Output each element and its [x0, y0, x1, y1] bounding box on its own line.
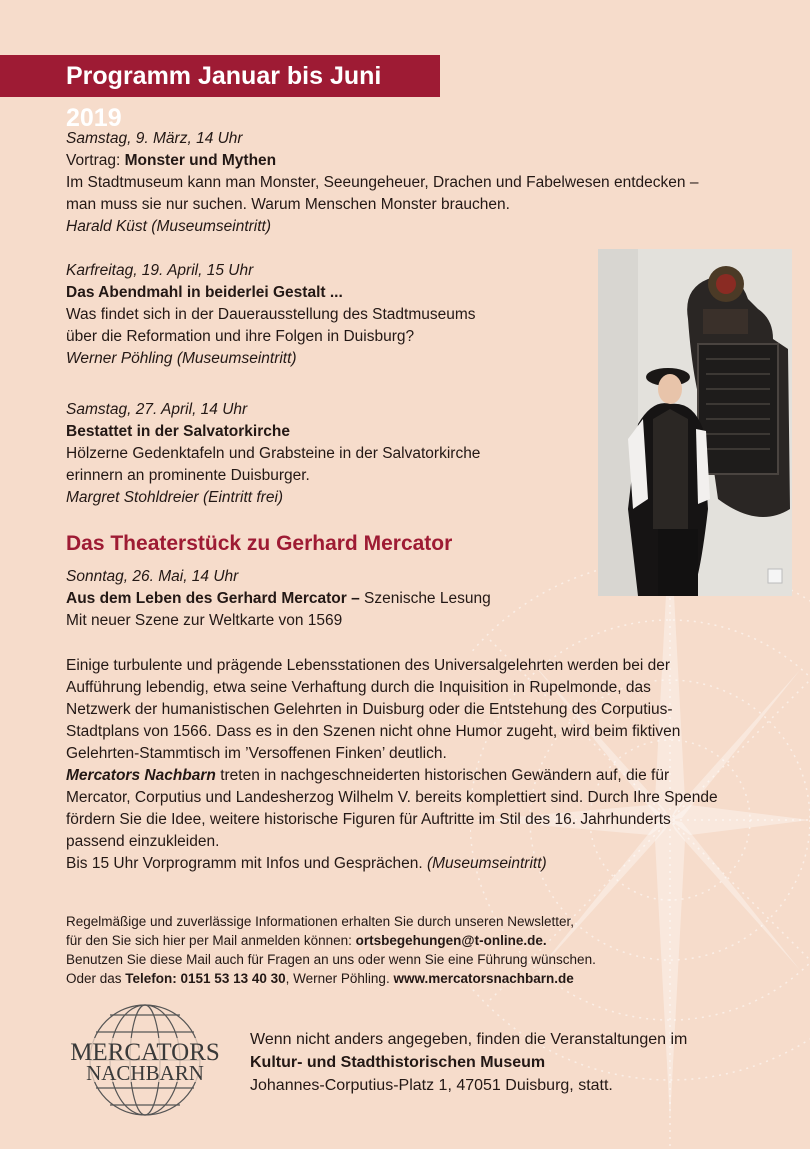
info-line: Benutzen Sie diese Mail auch für Fragen an uns oder wenn Sie eine Führung wünschen. — [66, 952, 596, 967]
info-text: Oder das — [66, 971, 126, 986]
paragraph-line: Aufführung lebendig, etwa seine Verhaftung durch die Inquisition in Rupelmonde, das — [66, 679, 651, 696]
info-line — [66, 931, 596, 950]
event-date: Samstag, 9. März, 14 Uhr — [66, 130, 243, 147]
paragraph-line: Einige turbulente und prägende Lebensstationen des Universalgelehrten werden bei der — [66, 657, 671, 674]
event-description: man muss sie nur suchen. Warum Menschen Monster brauchen. — [66, 196, 510, 213]
info-text: für den Sie sich hier per Mail anmelden können: — [66, 933, 356, 948]
email-link[interactable]: ortsbegehungen@t-online.de. — [355, 933, 547, 948]
event-date: Samstag, 27. April, 14 Uhr — [66, 401, 248, 418]
vorprogramm-text: Bis 15 Uhr Vorprogramm mit Infos und Gesprächen. — [66, 855, 427, 872]
theater-event — [66, 566, 491, 632]
event-title-line — [66, 588, 491, 610]
event-description: Hölzerne Gedenktafeln und Grabsteine in der Salvatorkirche — [66, 445, 481, 462]
venue-name: Kultur- und Stadthistorischen Museum — [250, 1054, 546, 1071]
phone-number: Telefon: 0151 53 13 40 30 — [125, 971, 286, 986]
actor-photo — [598, 249, 792, 596]
mercators-nachbarn-logo — [60, 1000, 230, 1120]
info-text: , Werner Pöhling. — [285, 971, 394, 986]
event-date: Karfreitag, 19. April, 15 Uhr — [66, 262, 254, 279]
venue-text: Wenn nicht anders angegeben, finden die Veranstaltungen im — [250, 1031, 688, 1048]
logo-text-line1: MERCATORS — [70, 1039, 220, 1066]
venue-address: Johannes-Corputius-Platz 1, 47051 Duisburg, statt. — [250, 1077, 613, 1094]
event-host: Harald Küst (Museumseintritt) — [66, 218, 272, 235]
paragraph-line: Stadtplans von 1566. Dass es in den Szenen nicht ohne Humor zugeht, wird beim fiktiven — [66, 723, 681, 740]
event-title-prefix: Vortrag: — [66, 152, 125, 169]
event-item — [66, 260, 476, 370]
event-description: über die Reformation und ihre Folgen in Duisburg? — [66, 328, 415, 345]
event-description: Was findet sich in der Dauerausstellung des Stadtmuseums — [66, 306, 476, 323]
vorprogramm-note: (Museumseintritt) — [426, 855, 547, 872]
event-item — [66, 399, 480, 509]
event-host: Werner Pöhling (Museumseintritt) — [66, 350, 297, 367]
event-date: Sonntag, 26. Mai, 14 Uhr — [66, 568, 239, 585]
info-line — [66, 969, 596, 988]
paragraph-line: Gelehrten-Stammtisch im ’Versoffenen Finken’ deutlich. — [66, 745, 447, 762]
group-name: Mercators Nachbarn — [66, 767, 216, 784]
event-host: Margret Stohldreier (Eintritt frei) — [66, 489, 284, 506]
paragraph-line — [66, 765, 786, 787]
page-title-banner — [0, 55, 440, 132]
website-link[interactable]: www.mercatorsnachbarn.de — [393, 971, 574, 986]
event-subtitle: Mit neuer Szene zur Weltkarte von 1569 — [66, 612, 343, 629]
venue-info — [250, 1028, 687, 1097]
page-title: Programm Januar bis Juni 2019 — [66, 62, 382, 132]
event-title: Aus dem Leben des Gerhard Mercator – — [66, 590, 360, 607]
event-item — [66, 128, 698, 238]
event-title: Das Abendmahl in beiderlei Gestalt ... — [66, 284, 343, 301]
event-description: Im Stadtmuseum kann man Monster, Seeungeheuer, Drachen und Fabelwesen entdecken – — [66, 174, 699, 191]
theater-description — [66, 655, 786, 875]
paragraph-line: Mercator, Corputius und Landesherzog Wilhelm V. bereits komplettiert sind. Durch Ihre Spende — [66, 789, 718, 806]
event-description: erinnern an prominente Duisburger. — [66, 467, 310, 484]
event-title: Bestattet in der Salvatorkirche — [66, 423, 290, 440]
event-title-line — [66, 150, 698, 172]
actor-illustration — [598, 249, 792, 596]
theater-section-title: Das Theaterstück zu Gerhard Mercator — [66, 532, 453, 555]
paragraph-text: treten in nachgeschneiderten historischen Gewändern auf, die für — [215, 767, 670, 784]
paragraph-line: Netzwerk der humanistischen Gelehrten in Duisburg oder die Entstehung des Corputius- — [66, 701, 673, 718]
newsletter-info — [66, 912, 596, 988]
event-title: Monster und Mythen — [124, 152, 277, 169]
paragraph-line — [66, 853, 786, 875]
info-line: Regelmäßige und zuverlässige Informationen erhalten Sie durch unseren Newsletter, — [66, 914, 575, 929]
logo-text-line2: NACHBARN — [86, 1061, 204, 1085]
event-title-suffix: Szenische Lesung — [359, 590, 491, 607]
paragraph-line: fördern Sie die Idee, weitere historische Figuren für Auftritte im Stil des 16. Jahrhunderts — [66, 811, 671, 828]
paragraph-line: passend einzukleiden. — [66, 833, 220, 850]
